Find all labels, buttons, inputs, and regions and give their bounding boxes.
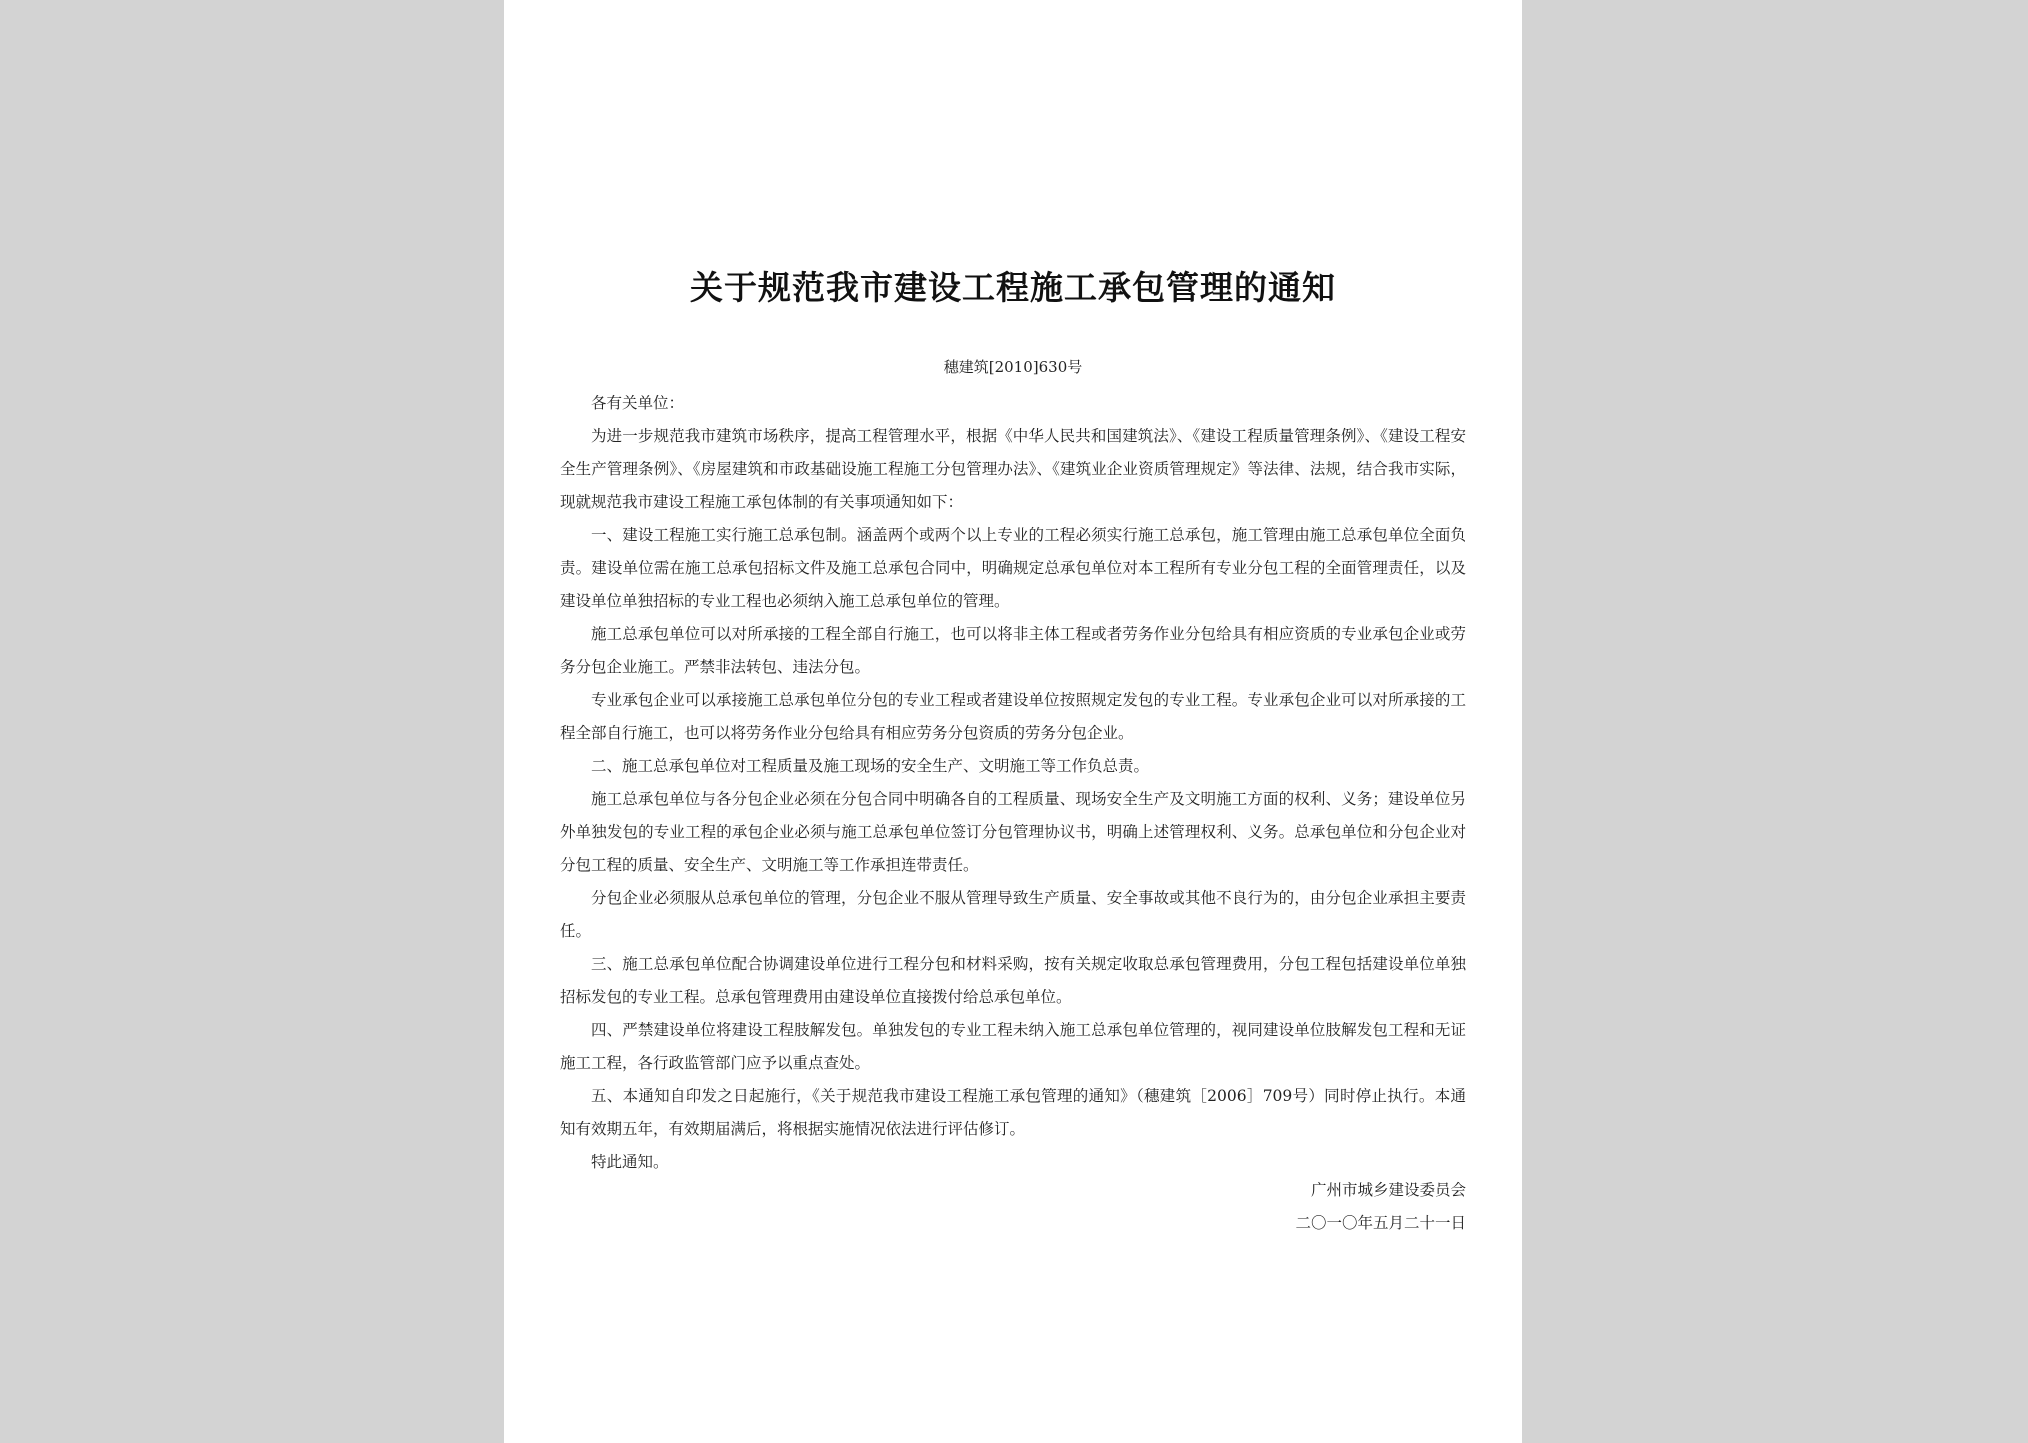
document-number: 穗建筑[2010]630号 — [943, 358, 1083, 376]
paragraph-item-4: 四、严禁建设单位将建设工程肢解发包。单独发包的专业工程未纳入施工总承包单位管理的，视同建设单位肢解发包工程和无证施工工程，各行政监管部门应予以重点查处。 — [560, 1021, 1466, 1072]
paragraph-intro: 为进一步规范我市建筑市场秩序，提高工程管理水平，根据《中华人民共和国建筑法》、《建设工程质量管理条例》、《建设工程安全生产管理条例》、《房屋建筑和市政基础设施工程施工分包管理办法》、《建筑业企业资质管理规定》等法律、法规，结合我市实际，现就规范我市建设工程施工承包体制的有关事项通知如下： — [560, 427, 1466, 511]
signature-date: 二〇一〇年五月二十一日 — [1295, 1214, 1466, 1232]
paragraph-item-1-sub-2: 专业承包企业可以承接施工总承包单位分包的专业工程或者建设单位按照规定发包的专业工程。专业承包企业可以对所承接的工程全部自行施工，也可以将劳务作业分包给具有相应劳务分包资质的劳务分包企业。 — [560, 691, 1466, 742]
paragraph-item-2-sub-2: 分包企业必须服从总承包单位的管理，分包企业不服从管理导致生产质量、安全事故或其他不良行为的，由分包企业承担主要责任。 — [560, 889, 1466, 940]
closing: 特此通知。 — [591, 1153, 669, 1171]
paragraph-item-2: 二、施工总承包单位对工程质量及施工现场的安全生产、文明施工等工作负总责。 — [591, 757, 1150, 775]
paragraph-item-1: 一、建设工程施工实行施工总承包制。涵盖两个或两个以上专业的工程必须实行施工总承包，施工管理由施工总承包单位全面负责。建设单位需在施工总承包招标文件及施工总承包合同中，明确规定总承包单位对本工程所有专业分包工程的全面管理责任，以及建设单位单独招标的专业工程也必须纳入施工总承包单位的管理。 — [560, 526, 1466, 610]
document-body — [560, 387, 1466, 1179]
paragraph-item-5: 五、本通知自印发之日起施行，《关于规范我市建设工程施工承包管理的通知》（穗建筑［2006］709号）同时停止执行。本通知有效期五年，有效期届满后，将根据实施情况依法进行评估修订。 — [560, 1087, 1466, 1138]
paragraph-item-1-sub-1: 施工总承包单位可以对所承接的工程全部自行施工，也可以将非主体工程或者劳务作业分包给具有相应资质的专业承包企业或劳务分包企业施工。严禁非法转包、违法分包。 — [560, 625, 1466, 676]
document-page — [504, 0, 1522, 1443]
signature-organization: 广州市城乡建设委员会 — [1310, 1181, 1466, 1199]
paragraph-item-3: 三、施工总承包单位配合协调建设单位进行工程分包和材料采购，按有关规定收取总承包管理费用，分包工程包括建设单位单独招标发包的专业工程。总承包管理费用由建设单位直接拨付给总承包单位。 — [560, 955, 1466, 1006]
document-title: 关于规范我市建设工程施工承包管理的通知 — [690, 268, 1336, 307]
salutation: 各有关单位： — [591, 394, 685, 412]
paragraph-item-2-sub-1: 施工总承包单位与各分包企业必须在分包合同中明确各自的工程质量、现场安全生产及文明施工方面的权利、义务；建设单位另外单独发包的专业工程的承包企业必须与施工总承包单位签订分包管理协议书，明确上述管理权利、义务。总承包单位和分包企业对分包工程的质量、安全生产、文明施工等工作承担连带责任。 — [560, 790, 1466, 874]
